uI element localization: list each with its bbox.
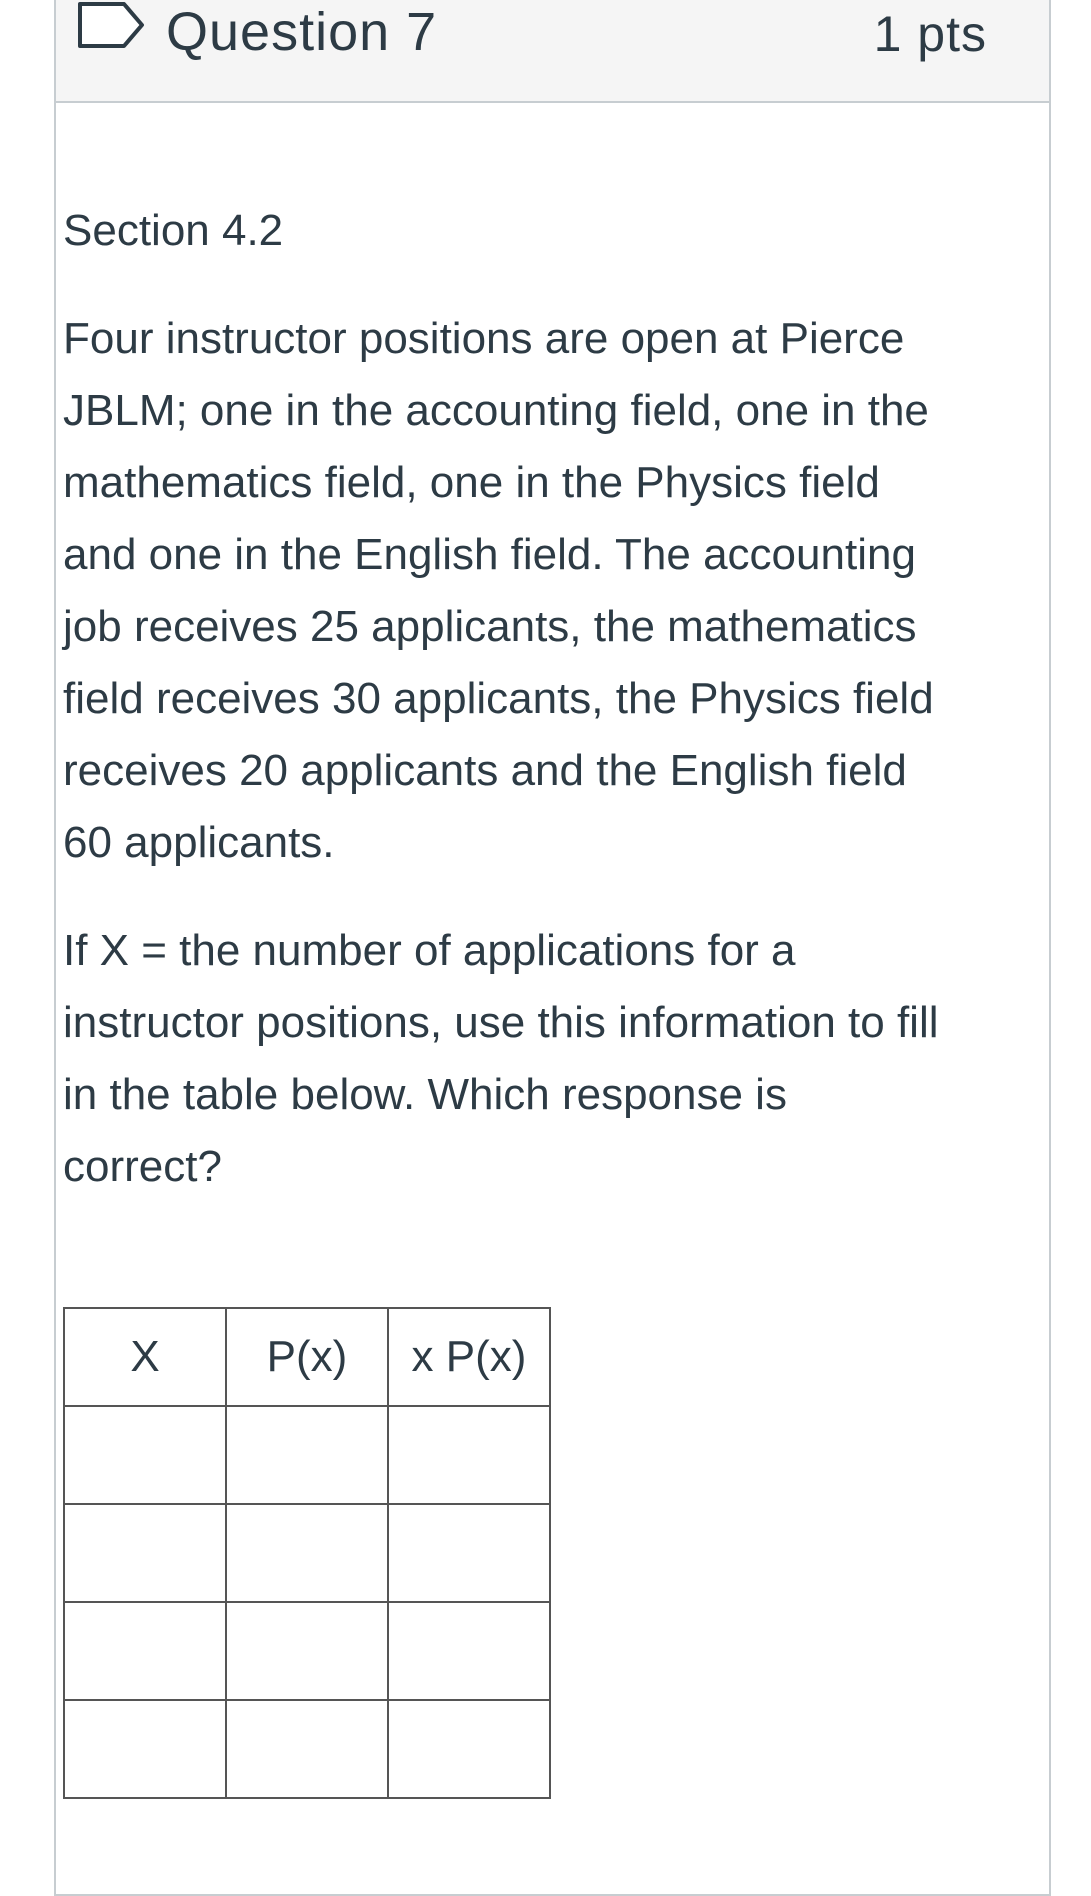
column-header-x: X [64,1308,226,1406]
table-container [63,1307,551,1799]
table-cell [64,1602,226,1700]
table-cell [226,1406,388,1504]
section-label: Section 4.2 [63,206,284,255]
question-body [63,195,943,1203]
table-cell [226,1700,388,1798]
probability-table [63,1307,551,1799]
column-header-px: P(x) [226,1308,388,1406]
table-row [64,1504,550,1602]
table-cell [64,1406,226,1504]
table-header-row [64,1308,550,1406]
column-header-xpx: x P(x) [388,1308,550,1406]
table-cell [388,1602,550,1700]
question-header [56,0,1049,103]
table-cell [64,1504,226,1602]
bookmark-flag-icon[interactable] [76,2,148,48]
table-cell [226,1602,388,1700]
table-cell [64,1700,226,1798]
question-paragraph-1: Four instructor positions are open at Pierce JBLM; one in the accounting field, one in the mathematics field, one in the Physics field and one in the English field. The accounting job receives 25 applicants, the mathematics field receives 30 applicants, the Physics field receives 20 applicants and the English field 60 applicants. [63,314,934,867]
question-title: Question 7 [166,2,438,62]
question-points: 1 pts [873,6,987,62]
table-cell [388,1406,550,1504]
table-cell [388,1504,550,1602]
table-row [64,1406,550,1504]
table-cell [226,1504,388,1602]
table-row [64,1700,550,1798]
table-row [64,1602,550,1700]
table-cell [388,1700,550,1798]
question-paragraph-2: If X = the number of applications for a instructor positions, use this information to fill in the table below. Which response is correct? [63,926,939,1191]
